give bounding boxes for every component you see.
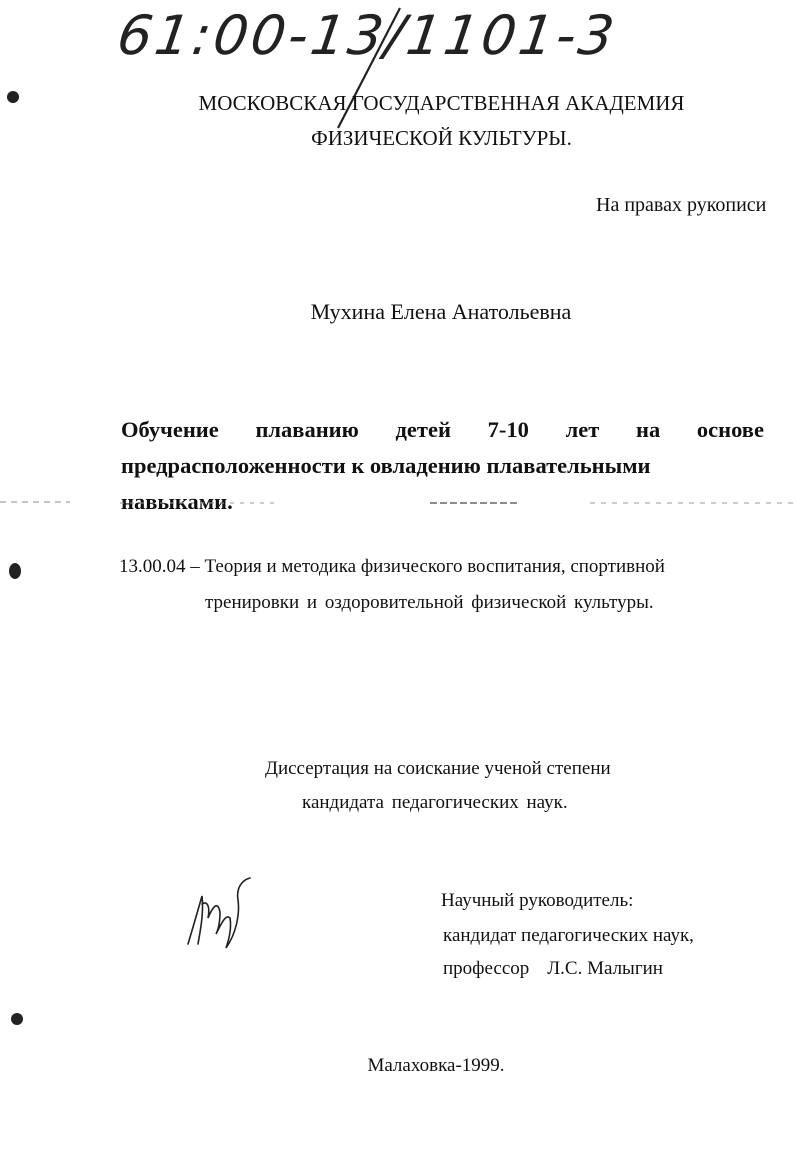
title-word: основе <box>696 417 764 442</box>
title-line-2: предрасположенности к овладению плавательными навыками. <box>121 453 651 514</box>
author-name: Мухина Елена Анатольевна <box>310 299 572 324</box>
supervisor-degree: кандидат педагогических наук, <box>443 925 694 946</box>
specialty-line-1: 13.00.04 – Теория и методика физического воспитания, спортивной <box>119 556 665 577</box>
title-word: 7-10 <box>487 417 529 442</box>
binding-hole-mark <box>2 86 24 108</box>
title-word: лет <box>565 417 600 442</box>
specialty-line-2: тренировки и оздоровительной физической культуры. <box>205 592 654 613</box>
supervisor-title: профессор <box>443 958 530 979</box>
supervisor-label: Научный руководитель: <box>441 890 634 911</box>
institution-line-2: ФИЗИЧЕСКОЙ КУЛЬТУРЫ. <box>311 126 572 150</box>
title-word: детей <box>395 417 451 442</box>
scan-noise-dashes <box>0 494 796 514</box>
handwritten-archive-code: 61:00-13/1101-3 <box>113 4 621 67</box>
title-word: плаванию <box>255 417 359 442</box>
supervisor-name: Л.С. Малыгин <box>547 958 663 979</box>
handwritten-signature <box>180 874 260 954</box>
manuscript-rights-note: На правах рукописи <box>596 194 767 216</box>
institution-line-1: МОСКОВСКАЯ ГОСУДАРСТВЕННАЯ АКАДЕМИЯ <box>198 91 685 115</box>
dissertation-purpose-line-1: Диссертация на соискание ученой степени <box>265 758 611 779</box>
title-word: Обучение <box>121 417 219 442</box>
supervisor-title-name <box>443 958 663 980</box>
title-word: на <box>635 417 661 442</box>
dissertation-purpose-line-2: кандидата педагогических наук. <box>302 792 568 813</box>
binding-hole-mark <box>4 558 26 584</box>
title-line-1 <box>121 412 764 448</box>
place-year: Малаховка-1999. <box>367 1055 505 1076</box>
binding-hole-mark <box>6 1008 28 1030</box>
